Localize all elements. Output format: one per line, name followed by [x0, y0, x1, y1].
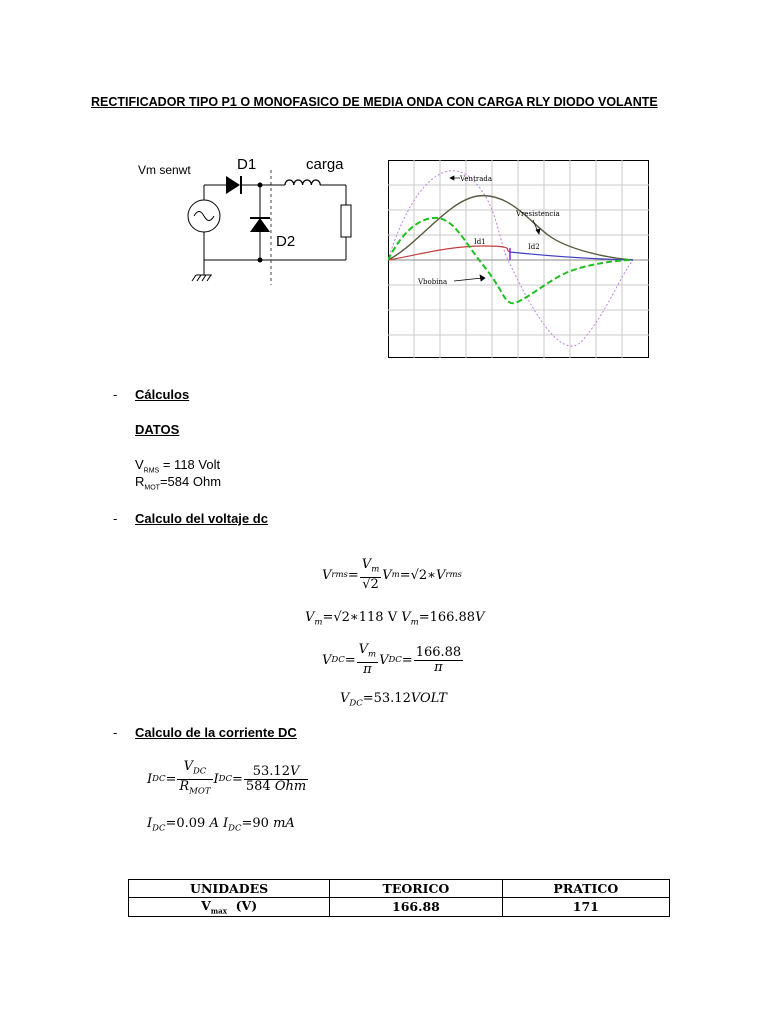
row-label-vmax: $V_{max}$ (V): [129, 898, 330, 917]
header-pratico: PRATICO: [502, 880, 669, 898]
cell-pratico: 171: [502, 898, 669, 917]
id2-label: Id2: [528, 243, 540, 251]
equation-vdc-result: $V_{DC}=53.12VOLT$: [340, 691, 447, 709]
bullet-dash: -: [113, 511, 118, 526]
equation-vdc-fraction: V DC = $\frac{V_m}{\pi}$ V DC = $\frac{166.88}{\pi}$: [322, 642, 462, 677]
resistor: [341, 205, 351, 237]
bullet-dash: -: [113, 725, 118, 740]
heading-datos: DATOS: [135, 422, 180, 437]
table-row: [129, 898, 670, 917]
cell-teorico: 166.88: [330, 898, 502, 917]
datum-vrms: $V_{RMS} = 118$ Volt: [135, 457, 221, 475]
equation-vm: $V_m=√2∗118$ V $V_m=166.88V$: [305, 610, 485, 628]
equation-vrms: V rms = $\frac{V_m}{√2}$ V m = √2∗ V rms: [322, 557, 462, 592]
heading-corriente-dc: Calculo de la corriente DC: [135, 725, 297, 740]
circuit-diagram: [130, 150, 370, 290]
header-unidades: UNIDADES: [129, 880, 330, 898]
bullet-dash: -: [113, 387, 118, 402]
vbobina-label: Vbobina: [418, 278, 448, 286]
d2-label: D2: [276, 233, 296, 250]
ventrada-label: Ventrada: [460, 175, 493, 183]
source-label: Vm senwt: [138, 163, 191, 177]
datum-rmot: $R_{MOT}=584$ Ohm: [135, 474, 222, 492]
heading-voltaje-dc: Calculo del voltaje dc: [135, 511, 268, 526]
d1-label: D1: [237, 156, 257, 173]
inductor-icon: [285, 180, 320, 185]
equation-idc-fraction: I DC = $\frac{V_{DC}}{R_{MOT}}$ I DC = $\frac{53.12V}{\text{584 Ohm}}$: [147, 758, 307, 797]
table-header-row: [129, 880, 670, 898]
id1-label: Id1: [474, 238, 486, 246]
page-title: RECTIFICADOR TIPO P1 O MONOFASICO DE MEDIA ONDA CON CARGA RLY DIODO VOLANTE: [91, 95, 658, 109]
diode-d1-icon: [226, 176, 240, 194]
header-teorico: TEORICO: [330, 880, 502, 898]
waveform-plot: [388, 160, 650, 358]
vresistencia-label: Vresistencia: [516, 210, 560, 218]
heading-calculos: Cálculos: [135, 387, 190, 402]
results-table: [128, 879, 670, 917]
equation-idc-result: $I_{DC}=0.09$ A $I_{DC}=90$ mA: [147, 816, 295, 834]
load-label: carga: [306, 156, 344, 173]
